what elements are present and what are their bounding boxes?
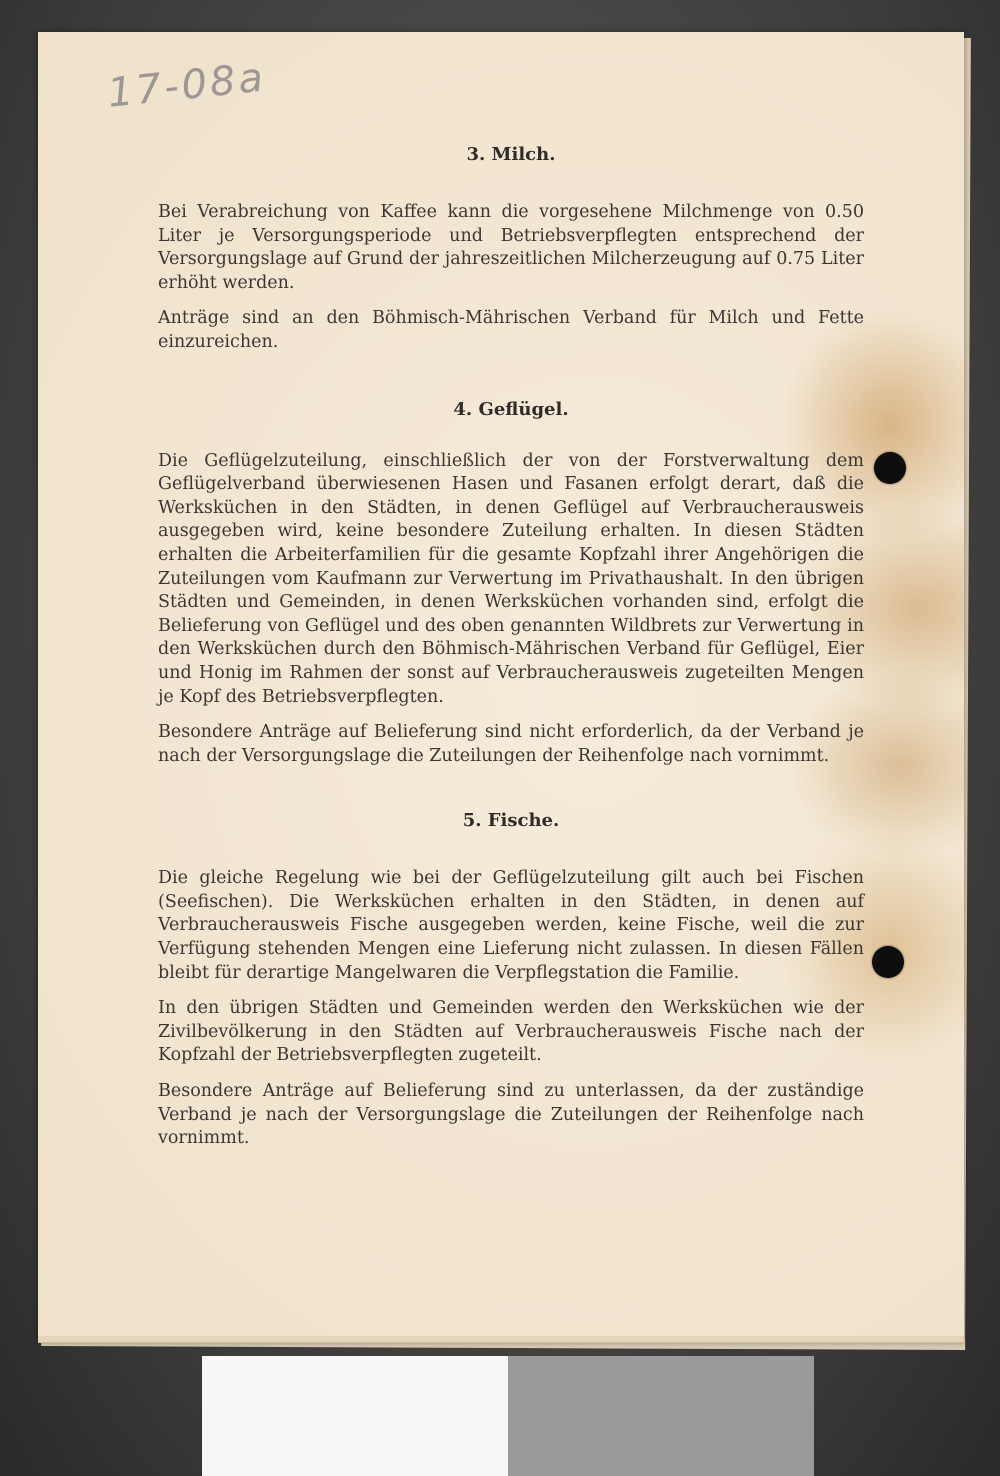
paragraph-milch-1: Bei Verabreichung von Kaffee kann die vorgesehene Milchmenge von 0.50 Liter je Versorgungsperiode und Betriebsverpflegten entsprechend der Versorgungslage auf Grund der jahreszeitlichen Milcherzeugung auf 0.75 Liter erhöht werden. <box>158 202 864 293</box>
document-body <box>158 138 864 1151</box>
handwritten-annotation: 17-08a <box>105 54 269 117</box>
scan-calibration-bar <box>202 1356 814 1476</box>
calibration-patch-white <box>202 1356 508 1476</box>
section-heading-fische: 5. Fische. <box>462 810 560 832</box>
paragraph-gefluegel-1: Die Geflügelzuteilung, einschließlich der von der Forstverwaltung dem Geflügelverband überwiesenen Hasen und Fasanen erfolgt derart, daß die Werksküchen in den Städten, in denen Geflügel auf Verbraucherausweis ausgegeben wird, keine besondere Zuteilung erhalten. In diesen Städten erhalten die Arbeiterfamilien für die gesamte Kopfzahl ihrer Angehörigen die Zuteilungen vom Kaufmann zur Verwertung im Privathaushalt. In den übrigen Städten und Gemeinden, in denen Werksküchen vorhanden sind, erfolgt die Belieferung von Geflügel und des oben genannten Wildbrets zur Verwertung in den Werksküchen durch den Böhmisch-Mährischen Verband für Geflügel, Eier und Honig im Rahmen der sonst auf Verbraucherausweis zugeteilten Mengen je Kopf des Betriebsverpflegten. <box>158 450 864 707</box>
paragraph-milch-2: Anträge sind an den Böhmisch-Mährischen Verband für Milch und Fette einzureichen. <box>158 308 864 352</box>
punch-hole-bottom <box>872 946 904 978</box>
punch-hole-top <box>874 452 906 484</box>
section-heading-gefluegel: 4. Geflügel. <box>453 398 569 420</box>
paragraph-fische-2: In den übrigen Städten und Gemeinden werden den Werksküchen wie der Zivilbevölkerung in den Städten auf Verbraucherausweis Fische nach der Kopfzahl der Betriebsverpflegten zugeteilt. <box>158 998 864 1066</box>
paragraph-fische-1: Die gleiche Regelung wie bei der Geflügelzuteilung gilt auch bei Fischen (Seefischen). Die Werksküchen erhalten in den Städten, in denen auf Verbraucherausweis Fische ausgegeben werden, keine Fische, weil die zur Verfügung stehenden Mengen eine Lieferung nicht zulassen. In diesen Fällen bleibt für derartige Mangelwaren die Verpflegstation die Familie. <box>158 868 864 983</box>
page-edge <box>38 1336 964 1343</box>
section-heading-milch: 3. Milch. <box>466 144 556 165</box>
paragraph-fische-3: Besondere Anträge auf Belieferung sind zu unterlassen, da der zuständige Verband je nach der Versorgungslage die Zuteilungen der Reihenfolge nach vornimmt. <box>158 1081 864 1149</box>
calibration-patch-grey <box>508 1356 814 1476</box>
paragraph-gefluegel-2: Besondere Anträge auf Belieferung sind nicht erforderlich, da der Verband je nach der Versorgungslage die Zuteilungen der Reihenfolge nach vornimmt. <box>158 722 864 766</box>
